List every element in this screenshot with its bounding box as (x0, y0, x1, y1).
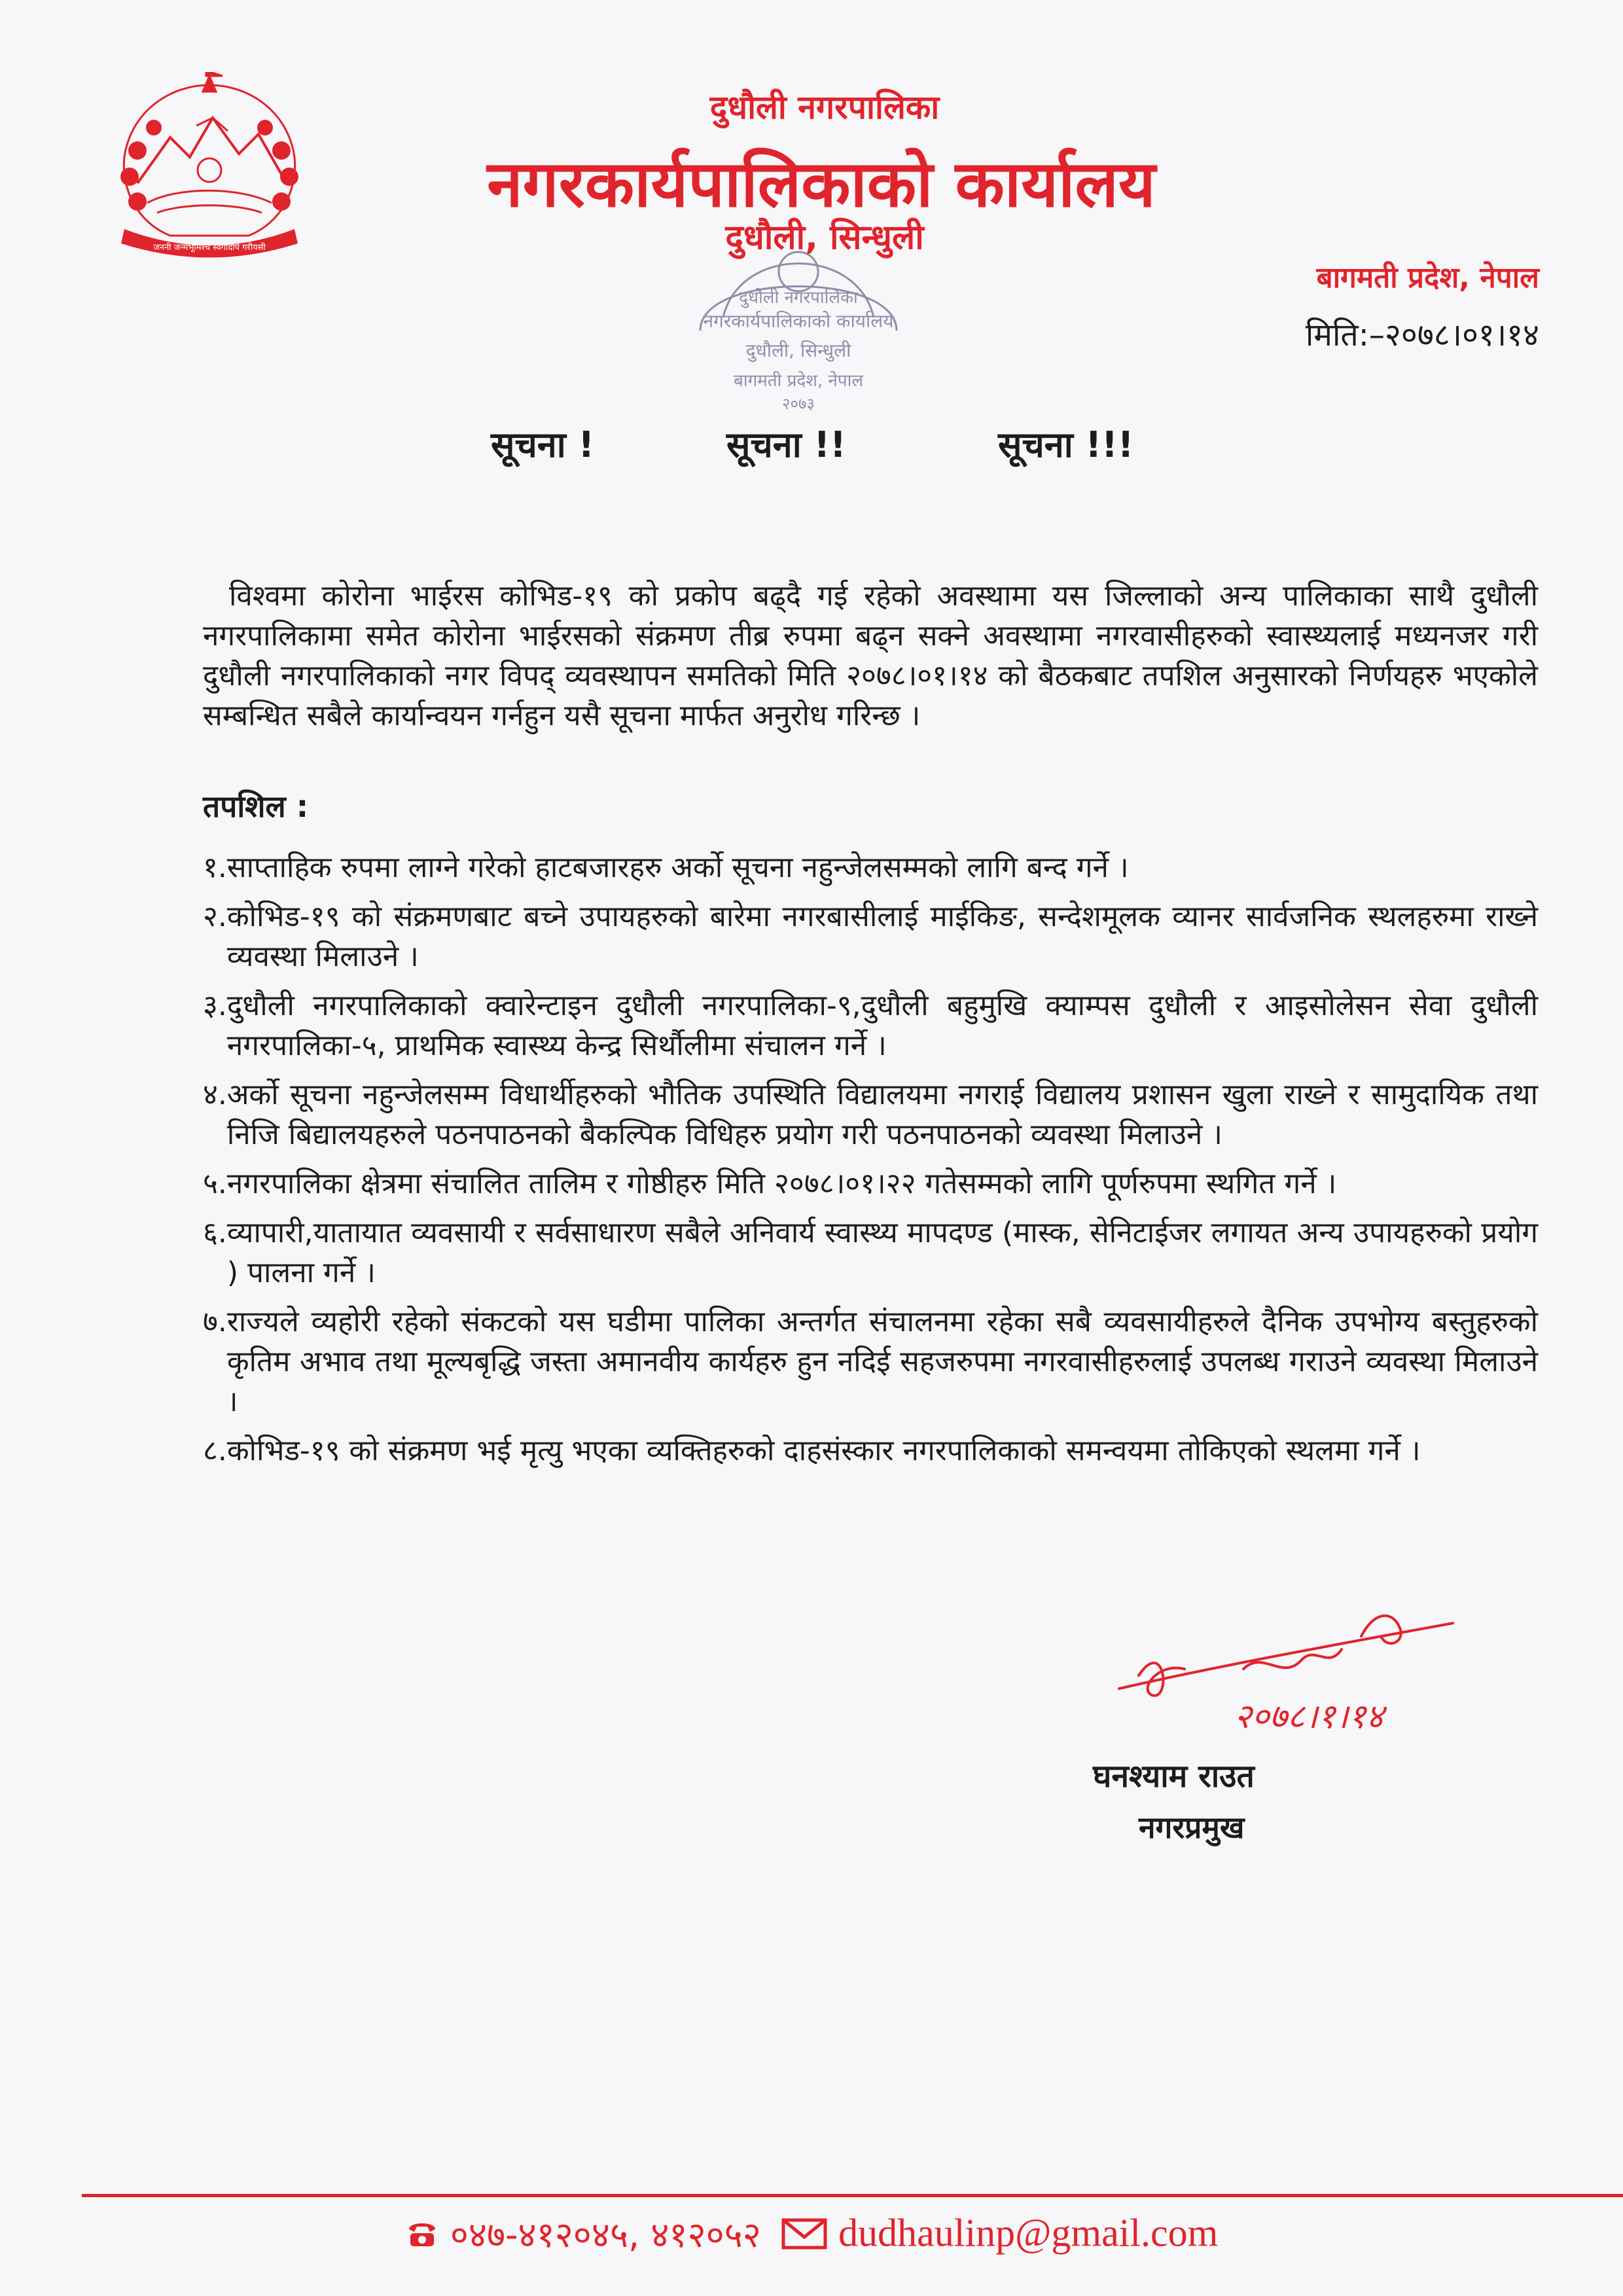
item-number: ४. (203, 1078, 227, 1111)
handwritten-signature (1113, 1597, 1479, 1761)
office-address: दुधौली, सिन्धुली (725, 218, 924, 257)
notice-word-3: सूचना !!! (998, 424, 1134, 465)
item-text: दुधौली नगरपालिकाको क्वारेन्टाइन दुधौली नगरपालिका-९,दुधौली बहुमुखि क्याम्पस दुधौली र आइसोलेसन सेवा दुधौली नगरपालिका-५, प्राथमिक स्वास्थ्य केन्द्र सिर्थौलीमा संचालन गर्ने । (226, 989, 1538, 1062)
details-heading: तपशिल : (203, 789, 309, 824)
office-title: नगरकार्यपालिकाको कार्यालय (487, 147, 1156, 222)
list-item (203, 1431, 1538, 1471)
notice-body-paragraph: विश्वमा कोरोना भाईरस कोभिड-१९ को प्रकोप बढ्दै गई रहेको अवस्थामा यस जिल्लाको अन्य पालिकाका साथै दुधौली नगरपालिकामा समेत कोरोना भाईरसको संक्रमण तीब्र रुपमा बढ्न सक्ने अवस्थामा नगरवासीहरुको स्वास्थ्यलाई मध्यनजर गरी दुधौली नगरपालिकाको नगर विपद् व्यवस्थापन समतिको मिति २०७८।०१।१४ को बैठकबाट तपशिल अनुसारको निर्णयहरु भएकोले सम्बन्धित सबैले कार्यान्वयन गर्नहुन यसै सूचना मार्फत अनुरोध गरिन्छ । (203, 579, 1538, 732)
item-text: साप्ताहिक रुपमा लाग्ने गरेको हाटबजारहरु अर्को सूचना नहुन्जेलसम्मको लागि बन्द गर्ने । (226, 851, 1129, 884)
notice-word-1: सूचना ! (491, 424, 595, 465)
item-text: कोभिड-१९ को संक्रमण भई मृत्यु भएका व्यक्तिहरुको दाहसंस्कार नगरपालिकाको समन्वयमा तोकिएको स्थलमा गर्ने । (226, 1434, 1421, 1467)
list-item (203, 1164, 1538, 1204)
item-number: १. (203, 851, 227, 884)
notice-word-2: सूचना !! (726, 424, 846, 465)
list-item (203, 1075, 1538, 1155)
footer-divider (82, 2194, 1623, 2197)
stamp-line-4: बागमती प्रदेश, नेपाल (734, 371, 863, 391)
envelope-icon (781, 2216, 827, 2250)
item-text: व्यापारी,यातायात व्यवसायी र सर्वसाधारण सबैले अनिवार्य स्वास्थ्य मापदण्ड (मास्क, सेनिटाईजर लगायत अन्य उपायहरुको प्रयोग ) पालना गर्ने । (226, 1216, 1538, 1289)
item-text: नगरपालिका क्षेत्रमा संचालित तालिम र गोष्ठीहरु मिति २०७८।०१।२२ गतेसम्मको लागि पूर्णरुपमा स्थगित गर्ने । (226, 1167, 1337, 1200)
decision-list (203, 848, 1538, 1480)
list-item (203, 1302, 1538, 1422)
phone-number: ०४७-४१२०४५, ४१२०५२ (450, 2214, 761, 2255)
email-address: dudhaulinp@gmail.com (838, 2211, 1219, 2255)
item-number: ३. (203, 989, 227, 1022)
item-number: ५. (203, 1167, 227, 1200)
list-item (203, 848, 1538, 888)
municipality-name: दुधौली नगरपालिका (709, 88, 940, 126)
stamp-line-3: दुधौली, सिन्धुली (745, 340, 851, 361)
signer-title: नगरप्रमुख (1139, 1810, 1245, 1845)
item-number: ६. (203, 1216, 227, 1249)
list-item (203, 1213, 1538, 1293)
signer-name: घनश्याम राउत (1093, 1758, 1255, 1795)
item-text: अर्को सूचना नहुन्जेलसम्म विधार्थीहरुको भौतिक उपस्थिति विद्यालयमा नगराई विद्यालय प्रशासन खुला राख्ने र सामुदायिक तथा निजि बिद्यालयहरुले पठनपाठनको बैकल्पिक विधिहरु प्रयोग गरी पठनपाठनको व्यवस्था मिलाउने । (226, 1078, 1538, 1151)
item-text: राज्यले व्यहोरी रहेको संकटको यस घडीमा पालिका अन्तर्गत संचालनमा रहेका सबै व्यवसायीहरुले दैनिक उपभोग्य बस्तुहरुको कृतिम अभाव तथा मूल्यबृद्धि जस्ता अमानवीय कार्यहरु हुन नदिई सहजरुपमा नगरवासीहरुलाई उपलब्ध गराउने व्यवस्था मिलाउने । (226, 1305, 1538, 1418)
letter-date: मिति:–२०७८।०१।१४ (1305, 317, 1539, 353)
emblem-motto: जननी जन्मभूमिश्च स्वर्गादपि गरीयसी (153, 243, 266, 253)
phone-icon (405, 2216, 439, 2250)
list-item (203, 986, 1538, 1066)
stamp-line-1: दुधौली नगरपालिका (739, 288, 858, 308)
stamp-line-5: २०७३ (782, 395, 815, 413)
notice-heading (0, 419, 1623, 471)
list-item (203, 897, 1538, 977)
office-stamp (661, 232, 936, 435)
item-text: कोभिड-१९ को संक्रमणबाट बच्ने उपायहरुको बारेमा नगरबासीलाई माईकिङ, सन्देशमूलक व्यानर सार्वजनिक स्थलहरुमा राख्ने व्यवस्था मिलाउने । (226, 900, 1538, 973)
stamp-line-2: नगरकार्यपालिकाको कार्यालय (703, 310, 894, 332)
item-number: २. (203, 900, 227, 933)
footer-contact (0, 2209, 1623, 2257)
item-number: ७. (203, 1305, 227, 1338)
signature-date: २०७८।१।१४ (1234, 1697, 1384, 1736)
province-line: बागमती प्रदेश, नेपाल (1316, 261, 1539, 295)
item-number: ८. (203, 1434, 227, 1467)
